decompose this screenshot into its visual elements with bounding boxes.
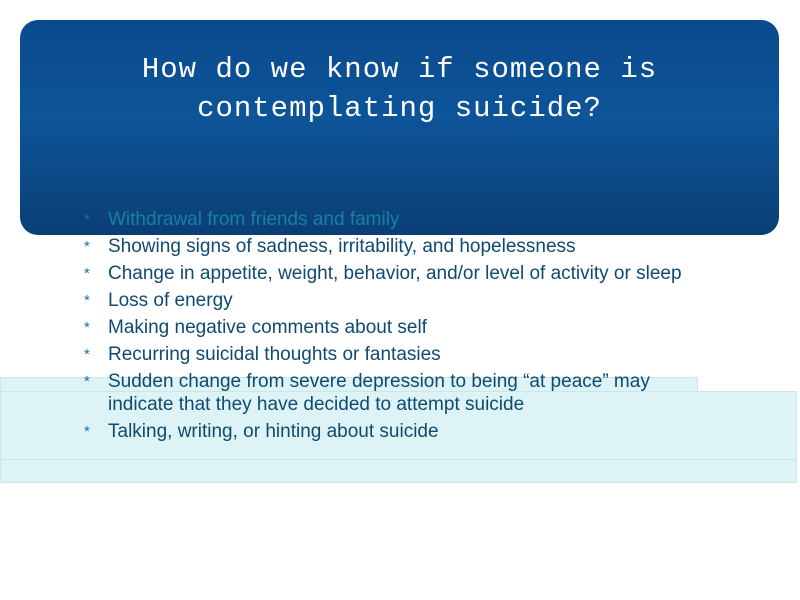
- bullet-star-icon: *: [84, 319, 90, 336]
- bullet-item: [84, 208, 704, 231]
- bullet-text: Showing signs of sadness, irritability, and hopelessness: [108, 236, 576, 257]
- bullet-star-icon: *: [84, 346, 90, 363]
- bullet-text: Making negative comments about self: [108, 317, 427, 338]
- bullet-star-icon: *: [84, 423, 90, 440]
- bullet-star-icon: *: [84, 211, 90, 228]
- bullet-text: Withdrawal from friends and family: [108, 209, 400, 230]
- bullet-item: [84, 420, 704, 443]
- bullet-text: Talking, writing, or hinting about suicide: [108, 421, 439, 442]
- bullet-text: Loss of energy: [108, 290, 233, 311]
- bullet-item: [84, 370, 704, 416]
- bullet-star-icon: *: [84, 265, 90, 282]
- bullet-star-icon: *: [84, 373, 90, 390]
- bullet-text: Change in appetite, weight, behavior, and/or level of activity or sleep: [108, 263, 682, 284]
- highlight-band-3: [0, 459, 797, 483]
- bullet-text: Recurring suicidal thoughts or fantasies: [108, 344, 441, 365]
- bullet-star-icon: *: [84, 238, 90, 255]
- bullet-star-icon: *: [84, 292, 90, 309]
- bullet-text: Sudden change from severe depression to being “at peace” may indicate that they have decided to attempt suicide: [108, 371, 650, 415]
- bullet-item: [84, 316, 704, 339]
- bullet-item: [84, 235, 704, 258]
- bullet-item: [84, 343, 704, 366]
- slide-title-line-1: How do we know if someone is: [141, 53, 658, 86]
- bullet-item: [84, 262, 704, 285]
- slide-title-line-2: contemplating suicide?: [197, 92, 602, 125]
- bullet-item: [84, 289, 704, 312]
- slide-title: [20, 50, 779, 128]
- bullet-list: [84, 208, 704, 447]
